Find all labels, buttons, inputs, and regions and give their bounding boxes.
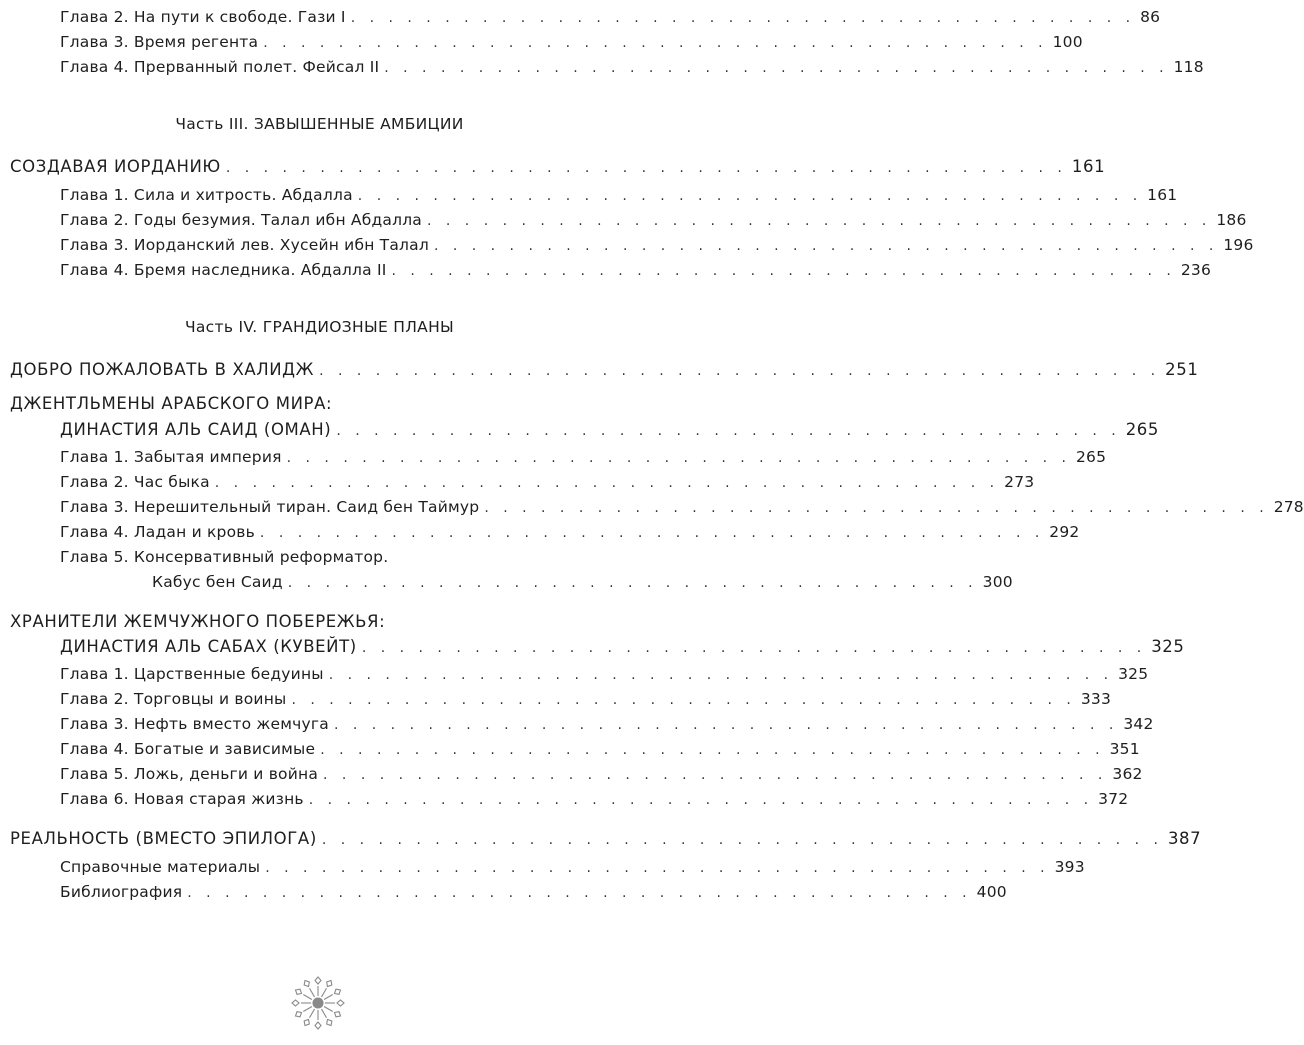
leader-dots: . . . . . . . . . . . . . . . . . . . . . . . . . . . . . . . . . . . . . . . . . . [265,860,1050,876]
leader-dots: . . . . . . . . . . . . . . . . . . . . . . . . . . . . . . . . . . . . . . . . . . [427,213,1212,229]
toc-entry [60,858,1085,876]
ornament-spoke [322,1009,327,1018]
ornament-spoke [324,995,333,1000]
toc-entry-line2 [152,573,1013,591]
section-page: 387 [1167,829,1202,848]
leader-dots: . . . . . . . . . . . . . . . . . . . . . . . . . . . . . . . . . . . . . . . . . . [187,885,972,901]
entry-page: 292 [1049,523,1080,541]
section-entry [60,637,1185,656]
entry-label: Глава 2. Торговцы и воины [60,690,287,708]
toc-entry [60,740,1140,758]
leader-dots: . . . . . . . . . . . . . . . . . . . . . . . . . . . . . . . . . . . . . . . . . . [391,263,1176,279]
leader-dots: . . . . . . . . . . . . . . . . . . . . . . . . . . . . . . . . . . . . . . . . . . [333,717,1119,733]
leader-dots: . . . . . . . . . . . . . . . . . . . . . . . . . . . . . . . . . . . . . . . . . . [361,640,1147,656]
entry-label: Глава 1. Царственные бедуины [60,665,324,683]
entry-label: Глава 5. Ложь, деньги и война [60,765,319,783]
snowflake-ornament-icon [290,975,346,1031]
ornament-petal [327,1019,332,1025]
section-heading-line1: ХРАНИТЕЛИ ЖЕМЧУЖНОГО ПОБЕРЕЖЬЯ: [10,612,386,631]
leader-dots: . . . . . . . . . . . . . . . . . . . . . . . . . . . . . . . . . . . . . . . . . . [291,692,1076,708]
toc-entry [60,790,1129,808]
ornament-petal [292,1000,299,1006]
entry-page: 265 [1076,448,1107,466]
entry-page: 273 [1004,473,1035,491]
section-heading-line1: ДЖЕНТЛЬМЕНЫ АРАБСКОГО МИРА: [10,394,333,413]
toc-entry [60,765,1143,783]
section-label: ДИНАСТИЯ АЛЬ САБАХ (КУВЕЙТ) [60,637,357,656]
ornament-spoke [324,1007,333,1012]
entry-page: 362 [1112,765,1143,783]
leader-dots: . . . . . . . . . . . . . . . . . . . . . . . . . . . . . . . . . . . . . . . . . . [320,742,1105,758]
leader-dots: . . . . . . . . . . . . . . . . . . . . . . . . . . . . . . . . . . . . . . . . . . [336,423,1121,439]
ornament-spoke [303,995,312,1000]
ornament-petal [334,1012,340,1017]
leader-dots: . . . . . . . . . . . . . . . . . . . . . . . . . . . . . . . . . . . . . . . . . . [328,667,1114,683]
entry-page: 86 [1140,8,1161,26]
toc-entry [60,8,1161,26]
section-entry [10,157,1106,176]
leader-dots: . . . . . . . . . . . . . . . . . . . . . . . . . . . . . . . . . . . . . . . . . . . . . [225,160,1067,176]
toc-entry [60,690,1112,708]
leader-dots: . . . . . . . . . . . . . . . . . . . . . . . . . . . . . . . . . . . . . . . . . . [323,767,1108,783]
leader-dots: . . . . . . . . . . . . . . . . . . . . . . . . . . . . . . . . . . . . . . . . . . [350,10,1136,26]
ornament-petal [304,980,309,986]
entry-page: 161 [1147,186,1178,204]
ornament-petal [304,1019,309,1025]
toc-entry [60,58,1204,76]
entry-page: 118 [1173,58,1204,76]
toc-entry-line1 [60,548,629,566]
ornament-petal [334,989,340,994]
entry-page: 342 [1123,715,1154,733]
section-label: ДИНАСТИЯ АЛЬ САИД (ОМАН) [60,420,332,439]
section-heading [10,394,629,413]
leader-dots: . . . . . . . . . . . . . . . . . . . . . . . . . . . . . . . . . . . . . . . . . . [484,500,1269,516]
entry-page: 372 [1098,790,1129,808]
toc-entry [60,498,1304,516]
entry-page: 196 [1223,236,1254,254]
ornament-spoke [310,1009,315,1018]
part-title: Часть IV. ГРАНДИОЗНЫЕ ПЛАНЫ [184,318,455,336]
section-entry [10,360,1199,379]
leader-dots: . . . . . . . . . . . . . . . . . . . . . . . . . . . . . . . . . . . . . . . . . . [384,60,1169,76]
entry-label: Глава 1. Забытая империя [60,448,282,466]
ornament-spoke [310,988,315,997]
leader-dots: . . . . . . . . . . . . . . . . . . . . . . . . . . . . . . . . . . . . . . . . . . . . . [321,832,1163,848]
entry-page: 351 [1109,740,1140,758]
entry-label: Глава 5. Консервативный реформатор. [60,548,389,566]
toc-entry [60,448,1107,466]
entry-page: 100 [1052,33,1083,51]
part-title: Часть III. ЗАВЫШЕННЫЕ АМБИЦИИ [175,115,464,133]
entry-page: 236 [1180,261,1212,279]
section-label: РЕАЛЬНОСТЬ (ВМЕСТО ЭПИЛОГА) [10,829,317,848]
section-page: 265 [1125,420,1159,439]
leader-dots: . . . . . . . . . . . . . . . . . . . . . . . . . . . . . . . . . . . . . . . . . . [357,188,1143,204]
entry-label: Глава 2. На пути к свободе. Гази I [60,8,346,26]
section-label: ДОБРО ПОЖАЛОВАТЬ В ХАЛИДЖ [10,360,315,379]
entry-label: Кабус бен Саид [152,573,283,591]
section-label: СОЗДАВАЯ ИОРДАНИЮ [10,157,221,176]
toc-entry [60,236,1254,254]
ornament-petal [295,1012,301,1017]
section-entry [60,420,1159,439]
section-heading [10,612,629,631]
entry-page: 300 [982,573,1013,591]
leader-dots: . . . . . . . . . . . . . . . . . . . . . . . . . . . . . . . . . . . . . . . . . . [263,35,1048,51]
leader-dots: . . . . . . . . . . . . . . . . . . . . . . . . . . . . . . . . . . . . . [287,575,978,591]
entry-label: Глава 2. Час быка [60,473,210,491]
toc-entry [60,883,1007,901]
entry-page: 325 [1118,665,1149,683]
entry-page: 333 [1080,690,1112,708]
toc-entry [60,261,1212,279]
toc-entry [60,473,1035,491]
entry-label: Глава 4. Прерванный полет. Фейсал II [60,58,380,76]
leader-dots: . . . . . . . . . . . . . . . . . . . . . . . . . . . . . . . . . . . . . . . . . . [286,450,1071,466]
section-page: 325 [1151,637,1185,656]
entry-label: Глава 4. Богатые и зависимые [60,740,316,758]
toc-entry [60,33,1083,51]
section-entry [10,829,1202,848]
entry-label: Глава 1. Сила и хитрость. Абдалла [60,186,353,204]
toc-entry [60,665,1149,683]
ornament-petal [337,1000,344,1006]
entry-label: Глава 6. Новая старая жизнь [60,790,304,808]
leader-dots: . . . . . . . . . . . . . . . . . . . . . . . . . . . . . . . . . . . . . . . . . . [433,238,1219,254]
entry-page: 393 [1054,858,1085,876]
leader-dots: . . . . . . . . . . . . . . . . . . . . . . . . . . . . . . . . . . . . . . . . . . . . . [319,363,1161,379]
entry-label: Глава 2. Годы безумия. Талал ибн Абдалла [60,211,422,229]
toc-entry [60,523,1080,541]
ornament-spoke [303,1007,312,1012]
entry-label: Глава 3. Нефть вместо жемчуга [60,715,329,733]
toc-entry [60,715,1154,733]
entry-label: Глава 3. Нерешительный тиран. Саид бен Таймур [60,498,480,516]
entry-label: Глава 4. Ладан и кровь [60,523,255,541]
ornament-petal [327,980,332,986]
entry-label: Справочные материалы [60,858,261,876]
entry-page: 278 [1273,498,1304,516]
toc-entry [60,211,1247,229]
entry-label: Глава 4. Бремя наследника. Абдалла II [60,261,387,279]
section-page: 161 [1071,157,1106,176]
leader-dots: . . . . . . . . . . . . . . . . . . . . . . . . . . . . . . . . . . . . . . . . . . [214,475,1000,491]
ornament-petal [295,989,301,994]
entry-label: Библиография [60,883,183,901]
ornament-petal [315,1022,321,1029]
entry-label: Глава 3. Время регента [60,33,259,51]
leader-dots: . . . . . . . . . . . . . . . . . . . . . . . . . . . . . . . . . . . . . . . . . . [308,792,1094,808]
entry-page: 400 [976,883,1007,901]
entry-label: Глава 3. Иорданский лев. Хусейн ибн Талал [60,236,429,254]
ornament-petal [315,977,321,984]
entry-page: 186 [1216,211,1247,229]
toc-entry [60,186,1178,204]
section-page: 251 [1165,360,1199,379]
ornament-core [313,998,323,1008]
ornament-spoke [322,988,327,997]
leader-dots: . . . . . . . . . . . . . . . . . . . . . . . . . . . . . . . . . . . . . . . . . . [259,525,1045,541]
